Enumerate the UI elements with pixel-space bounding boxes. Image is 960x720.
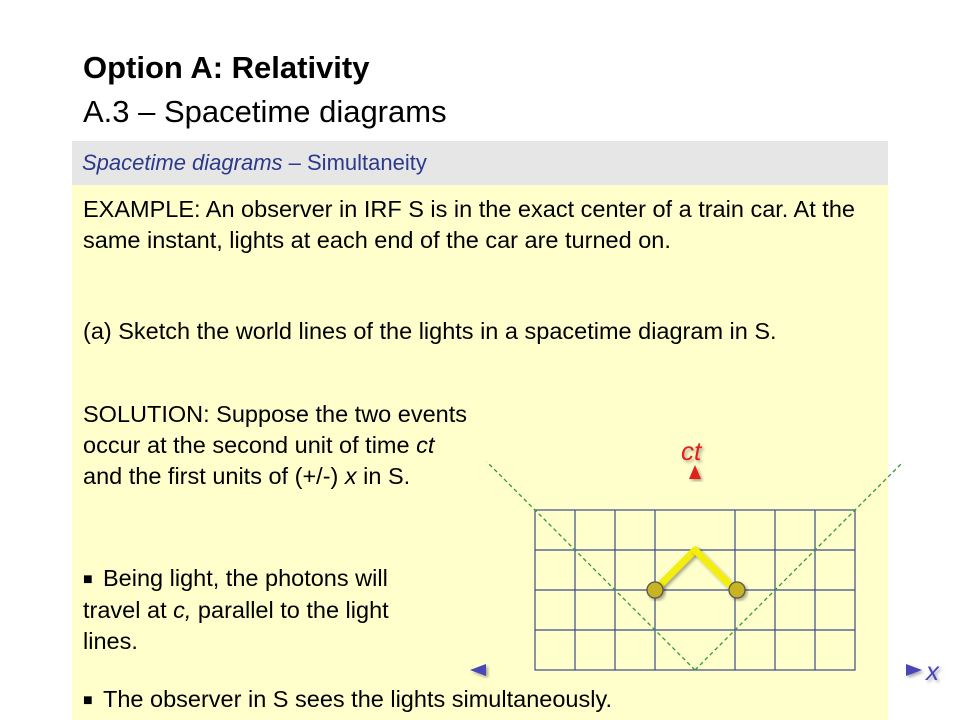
example-text: EXAMPLE: An observer in IRF S is in the exact center of a train car. At the same instant, lights at each end of the car are turned on. <box>83 196 855 253</box>
solution-text-c: in S. <box>356 463 411 489</box>
x-axis-arrow-icon <box>906 664 922 676</box>
bullet-photons-c: c, <box>173 597 192 623</box>
spacetime-diagram <box>460 425 960 720</box>
ct-axis-arrow-icon <box>689 465 701 479</box>
solution-text-a: SOLUTION: Suppose the two events occur at the second unit of time <box>83 401 468 458</box>
bullet-simultaneous-text: The observer in S sees the lights simultaneously. <box>103 686 612 712</box>
section-heading-topic: Spacetime diagrams <box>82 150 283 175</box>
section-heading-subtopic: – Simultaneity <box>282 150 427 175</box>
event-left <box>647 582 663 598</box>
x-axis-arrow-icon <box>470 664 486 676</box>
light-line-right <box>695 462 903 670</box>
light-line-left <box>487 462 695 670</box>
world-line-right <box>695 550 735 590</box>
bullet-photons <box>83 563 443 657</box>
x-axis-label: x <box>926 656 939 686</box>
bullet-photons-text-a: Being light, the photons will travel at <box>83 565 388 623</box>
solution-text-b: and the first units of (+/-) <box>83 463 345 489</box>
section-heading <box>82 150 427 176</box>
solution-text <box>83 399 473 492</box>
solution-x: x <box>344 463 357 489</box>
question-text: (a) Sketch the world lines of the lights in a spacetime diagram in S. <box>83 318 777 344</box>
bullet-photons-text-b: parallel to the light lines. <box>83 597 389 654</box>
section-header-bar <box>72 141 888 185</box>
ct-axis-label: ct <box>681 436 702 466</box>
bullet-icon: ■ <box>83 692 93 709</box>
bullet-icon: ■ <box>83 571 93 588</box>
solution-ct: ct <box>416 432 435 458</box>
slide-title: Option A: Relativity <box>83 50 370 85</box>
slide-subtitle: A.3 – Spacetime diagrams <box>83 94 447 129</box>
event-right <box>729 582 745 598</box>
